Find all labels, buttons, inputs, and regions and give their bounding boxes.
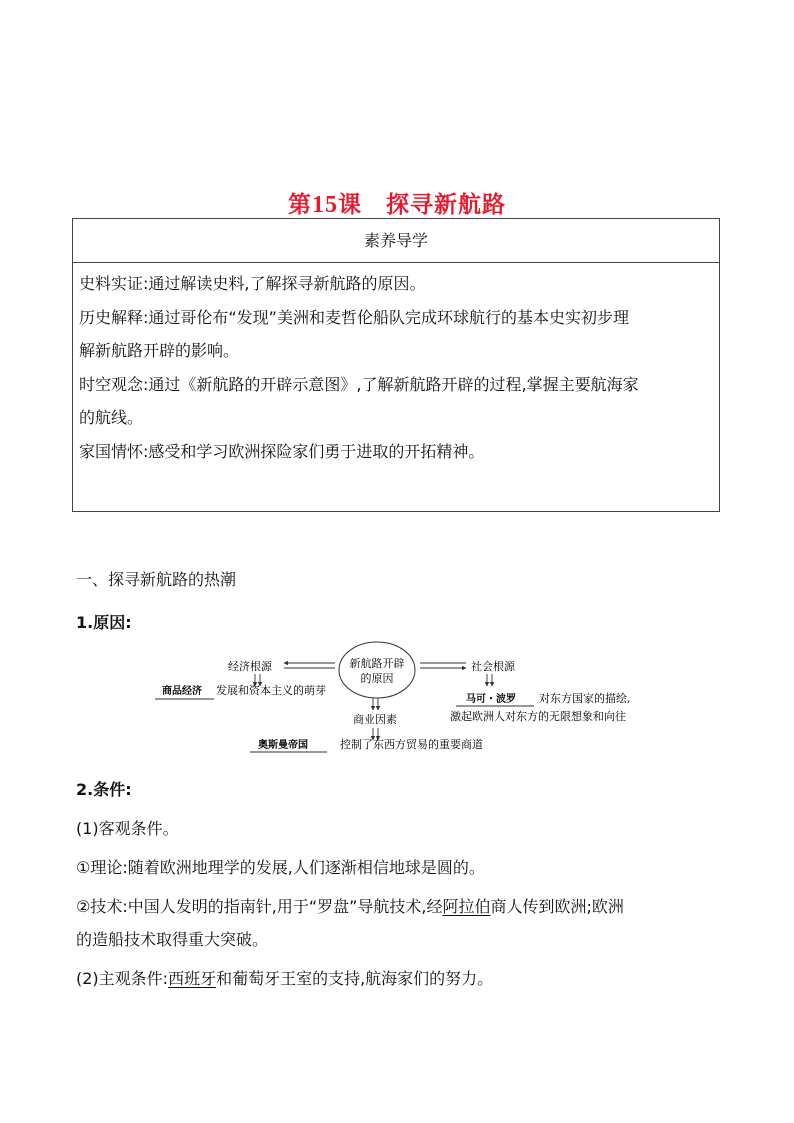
tech-text-a: ②技术:中国人发明的指南针,用于“罗盘”导航技术,经: [76, 897, 443, 916]
tech-line-cont: 的造船技术取得重大突破。: [76, 930, 269, 949]
cause-diagram: [150, 640, 660, 760]
objectives-header: 素养导学: [73, 219, 719, 263]
conditions-body: [76, 812, 726, 995]
objective-line: 历史解释:通过哥伦布“发现”美洲和麦哲伦船队完成环球航行的基本史实初步理: [79, 307, 629, 327]
right-desc-1: 对东方国家的描绘,: [539, 692, 631, 705]
title-prefix: 第: [288, 191, 312, 218]
bottom-desc: 控制了东西方贸易的重要商道: [340, 738, 483, 751]
cause-label: 1.原因:: [76, 613, 132, 632]
subjective-line: [76, 962, 726, 995]
center-oval: [339, 642, 415, 698]
conditions-label: 2.条件:: [76, 780, 132, 799]
tech-line: [76, 890, 726, 923]
right-blank-answer: 马可・波罗: [466, 694, 516, 705]
objective-line: 家国情怀:感受和学习欧洲探险家们勇于进取的开拓精神。: [79, 441, 485, 461]
subj-text-b: 和葡萄牙王室的支持,航海家们的努力。: [216, 969, 494, 988]
left-result: 发展和资本主义的萌芽: [216, 684, 326, 697]
right-desc-2: 激起欧洲人对东方的无限想象和向往: [450, 710, 626, 723]
objective-line: 时空观念:通过《新航路的开辟示意图》,了解新航路开辟的过程,掌握主要航海家: [79, 374, 639, 394]
bottom-blank-answer: 奥斯曼帝国: [258, 740, 308, 751]
left-root: 经济根源: [228, 660, 272, 673]
objectives-body: [73, 263, 719, 468]
objective-conditions: (1)客观条件。: [76, 819, 179, 838]
subj-text-a: (2)主观条件:: [76, 969, 169, 988]
objective-line: 史料实证:通过解读史料,了解探寻新航路的原因。: [79, 274, 426, 293]
objective-line: 的航线。: [79, 408, 144, 427]
title-suffix: 课 探寻新航路: [338, 191, 506, 218]
bottom-root: 商业因素: [353, 713, 397, 726]
objective-line: 解新航路开辟的影响。: [79, 341, 240, 360]
tech-answer-arab: 阿拉伯: [442, 897, 491, 916]
left-blank-answer: 商品经济: [162, 686, 202, 697]
subj-answer-spain: 西班牙: [168, 969, 217, 988]
center-text-2: 的原因: [360, 672, 394, 685]
right-root: 社会根源: [471, 660, 515, 673]
lesson-title: [0, 186, 794, 219]
theory-line: ①理论:随着欧洲地理学的发展,人们逐渐相信地球是圆的。: [76, 858, 485, 877]
objectives-table: [72, 218, 720, 512]
section-heading: 一、探寻新航路的热潮: [76, 570, 237, 589]
title-number: 15: [312, 192, 338, 218]
center-text-1: 新航路开辟: [349, 657, 405, 670]
tech-text-b: 商人传到欧洲;欧洲: [490, 897, 624, 916]
